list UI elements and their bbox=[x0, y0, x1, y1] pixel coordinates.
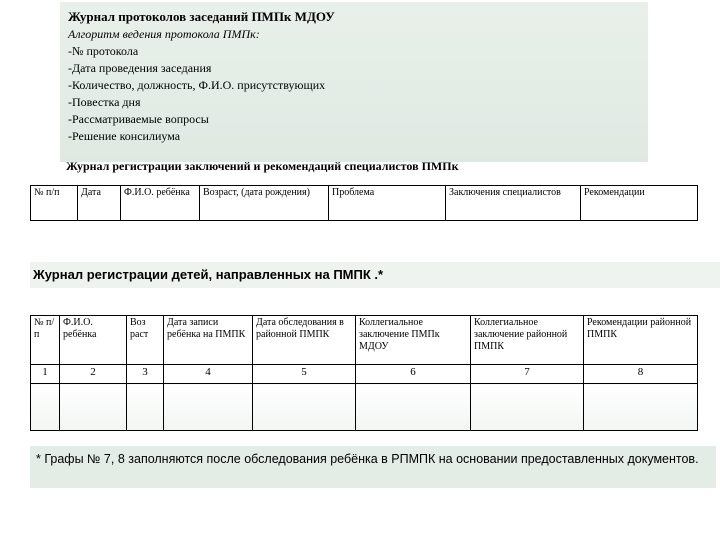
column-number: 7 bbox=[471, 365, 584, 384]
footnote-box bbox=[30, 446, 716, 488]
table-header-cell: Дата bbox=[78, 186, 121, 221]
referral-journal-table bbox=[30, 315, 698, 431]
table-header-cell: № п/п bbox=[31, 186, 78, 221]
table-header-cell: Проблема bbox=[329, 186, 446, 221]
conclusions-journal-title: Журнал регистрации заключений и рекомендаций специалистов ПМПк bbox=[66, 159, 459, 173]
protocol-item: -Дата проведения заседания bbox=[68, 61, 212, 75]
column-number: 4 bbox=[164, 365, 253, 384]
table-header-row bbox=[31, 186, 698, 221]
table-header-row bbox=[31, 316, 698, 365]
referral-journal-band bbox=[30, 262, 720, 288]
table-cell bbox=[60, 384, 127, 431]
table-header-cell: Ф.И.О. ребёнка bbox=[121, 186, 200, 221]
table-cell bbox=[356, 384, 471, 431]
protocol-item: -Повестка дня bbox=[68, 95, 141, 109]
table-header-cell: Рекомендации районной ПМПК bbox=[584, 316, 698, 365]
table-cell bbox=[164, 384, 253, 431]
table-cell bbox=[127, 384, 164, 431]
conclusions-journal-table bbox=[30, 185, 698, 221]
table-cell bbox=[253, 384, 356, 431]
referral-journal-title: Журнал регистрации детей, направленных на ПМПК .* bbox=[33, 267, 384, 282]
column-number: 8 bbox=[584, 365, 698, 384]
protocol-algorithm-subtitle: Алгоритм ведения протокола ПМПк: bbox=[68, 27, 260, 41]
table-header-cell: Дата обследования в районной ПМПК bbox=[253, 316, 356, 365]
table-header-cell: Ф.И.О. ребёнка bbox=[60, 316, 127, 365]
table-header-cell: Воз раст bbox=[127, 316, 164, 365]
protocol-journal-panel bbox=[60, 2, 648, 162]
protocol-item: -Рассматриваемые вопросы bbox=[68, 112, 209, 126]
column-number: 6 bbox=[356, 365, 471, 384]
table-cell bbox=[584, 384, 698, 431]
table-header-cell: № п/ п bbox=[31, 316, 60, 365]
protocol-item: -Решение консилиума bbox=[68, 129, 181, 143]
column-number: 3 bbox=[127, 365, 164, 384]
footnote-text: * Графы № 7, 8 заполняются после обследования ребёнка в РПМПК на основании предоставленных документов. bbox=[36, 452, 699, 466]
table-header-cell: Коллегиальное заключение районной ПМПК bbox=[471, 316, 584, 365]
table-header-cell: Коллегиальное заключение ПМПк МДОУ bbox=[356, 316, 471, 365]
protocol-item: -№ протокола bbox=[68, 44, 139, 58]
table-cell bbox=[31, 384, 60, 431]
table-header-cell: Заключения специалистов bbox=[446, 186, 581, 221]
column-number: 5 bbox=[253, 365, 356, 384]
table-cell bbox=[471, 384, 584, 431]
table-header-cell: Дата записи ребёнка на ПМПК bbox=[164, 316, 253, 365]
table-row bbox=[31, 384, 698, 431]
column-number: 2 bbox=[60, 365, 127, 384]
protocol-item: -Количество, должность, Ф.И.О. присутствующих bbox=[68, 78, 326, 92]
column-number-row bbox=[31, 365, 698, 384]
column-number: 1 bbox=[31, 365, 60, 384]
table-header-cell: Рекомендации bbox=[581, 186, 698, 221]
table-header-cell: Возраст, (дата рождения) bbox=[200, 186, 329, 221]
protocol-journal-title: Журнал протоколов заседаний ПМПк МДОУ bbox=[68, 9, 335, 24]
